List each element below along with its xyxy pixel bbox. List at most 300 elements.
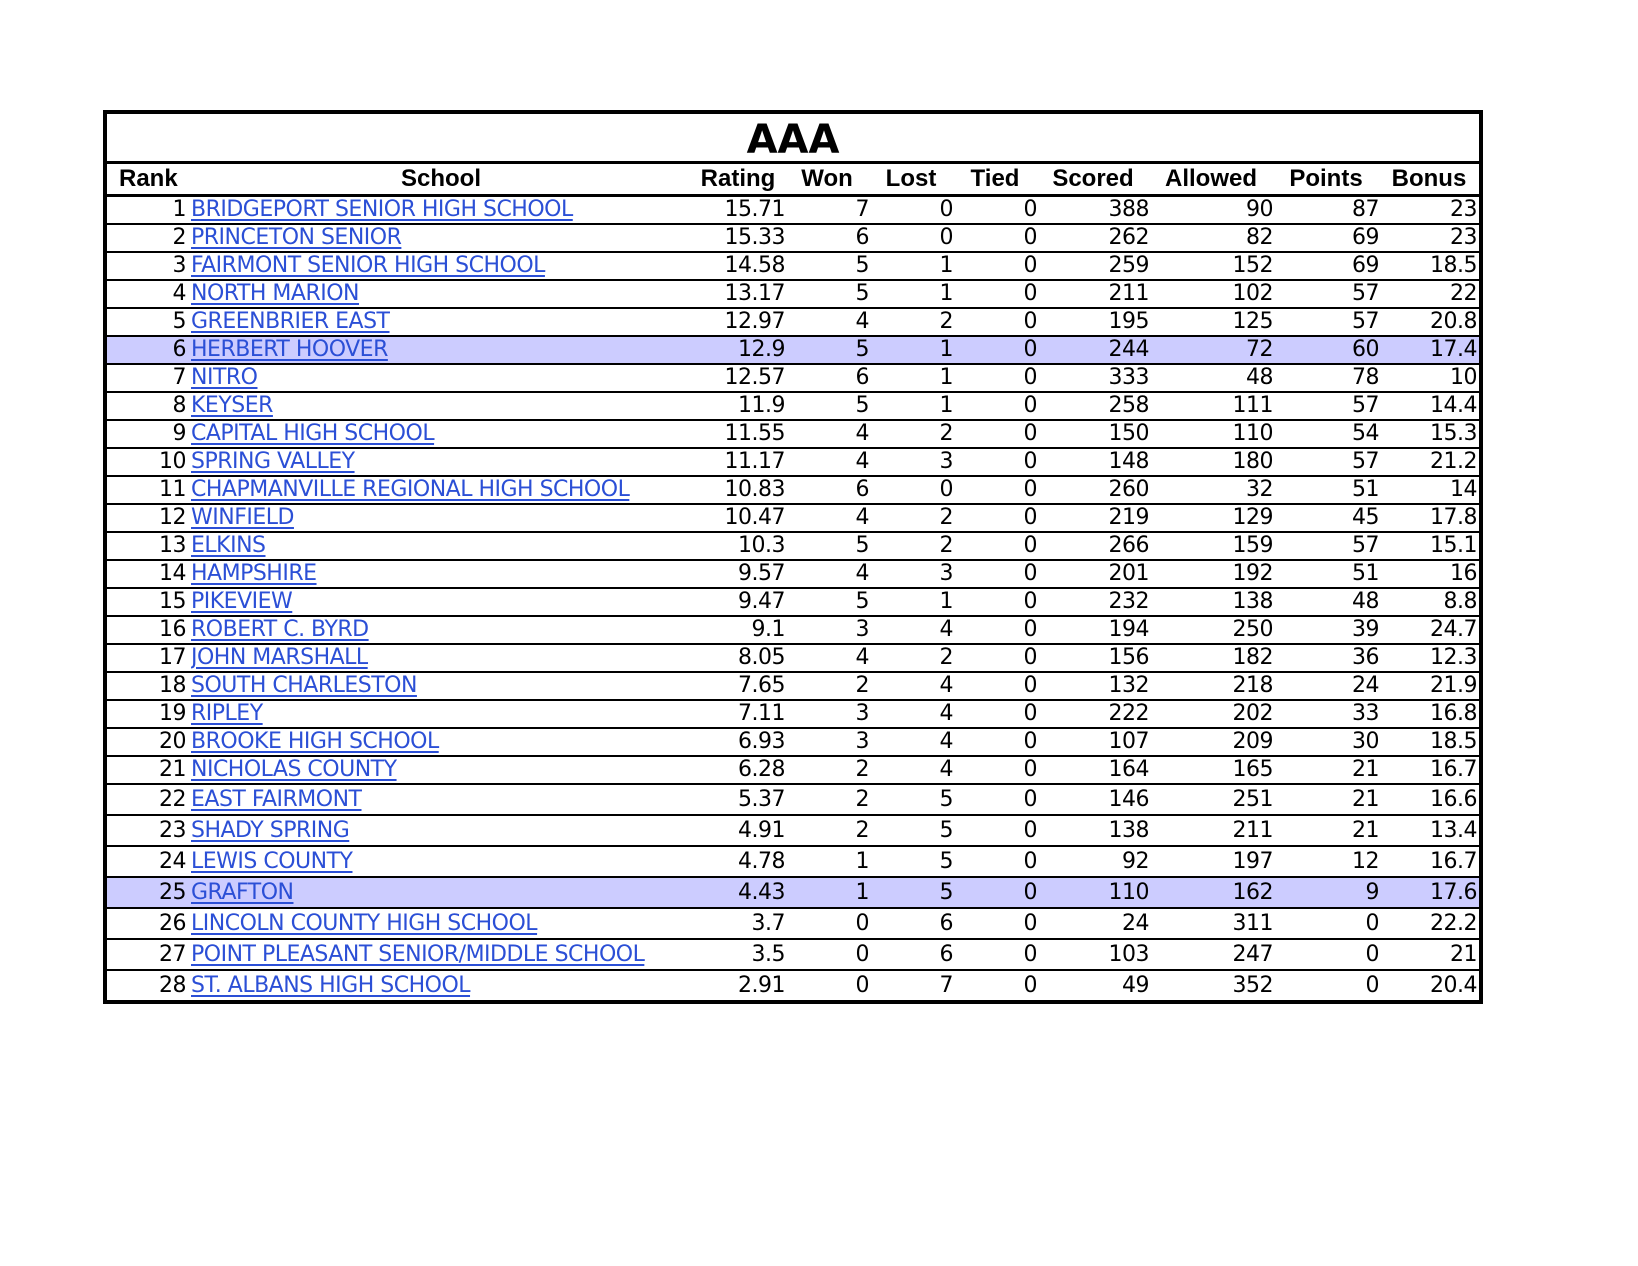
won-cell: 2 xyxy=(785,672,869,700)
table-row xyxy=(107,846,1479,877)
lost-cell: 3 xyxy=(869,448,953,476)
school-link[interactable]: SOUTH CHARLESTON xyxy=(191,673,417,698)
scored-cell: 24 xyxy=(1037,908,1149,939)
allowed-cell: 218 xyxy=(1149,672,1273,700)
allowed-cell: 159 xyxy=(1149,532,1273,560)
tied-cell: 0 xyxy=(953,420,1037,448)
points-cell: 21 xyxy=(1273,784,1379,815)
rating-cell: 8.05 xyxy=(691,644,785,672)
school-cell xyxy=(191,280,691,308)
bonus-cell: 22 xyxy=(1379,280,1479,308)
bonus-cell: 16 xyxy=(1379,560,1479,588)
table-row xyxy=(107,815,1479,846)
rating-cell: 3.5 xyxy=(691,939,785,970)
school-link[interactable]: CAPITAL HIGH SCHOOL xyxy=(191,421,435,446)
scored-cell: 258 xyxy=(1037,392,1149,420)
bonus-cell: 8.8 xyxy=(1379,588,1479,616)
school-link[interactable]: CHAPMANVILLE REGIONAL HIGH SCHOOL xyxy=(191,477,630,502)
table-row xyxy=(107,532,1479,560)
points-cell: 57 xyxy=(1273,392,1379,420)
school-cell xyxy=(191,196,691,225)
table-row xyxy=(107,672,1479,700)
allowed-cell: 197 xyxy=(1149,846,1273,877)
rating-cell: 11.55 xyxy=(691,420,785,448)
column-header-scored: Scored xyxy=(1037,164,1149,196)
points-cell: 21 xyxy=(1273,756,1379,784)
scored-cell: 132 xyxy=(1037,672,1149,700)
table-row xyxy=(107,336,1479,364)
school-link[interactable]: JOHN MARSHALL xyxy=(191,645,368,670)
won-cell: 0 xyxy=(785,908,869,939)
won-cell: 6 xyxy=(785,364,869,392)
school-link[interactable]: ROBERT C. BYRD xyxy=(191,617,369,642)
school-link[interactable]: PRINCETON SENIOR xyxy=(191,225,402,250)
school-cell xyxy=(191,224,691,252)
points-cell: 24 xyxy=(1273,672,1379,700)
scored-cell: 194 xyxy=(1037,616,1149,644)
allowed-cell: 250 xyxy=(1149,616,1273,644)
rank-cell: 25 xyxy=(107,877,191,908)
rank-cell: 5 xyxy=(107,308,191,336)
school-link[interactable]: WINFIELD xyxy=(191,505,294,530)
lost-cell: 1 xyxy=(869,588,953,616)
points-cell: 60 xyxy=(1273,336,1379,364)
school-link[interactable]: NICHOLAS COUNTY xyxy=(191,757,397,782)
rank-cell: 4 xyxy=(107,280,191,308)
bonus-cell: 24.7 xyxy=(1379,616,1479,644)
points-cell: 9 xyxy=(1273,877,1379,908)
rank-cell: 26 xyxy=(107,908,191,939)
rank-cell: 3 xyxy=(107,252,191,280)
points-cell: 69 xyxy=(1273,224,1379,252)
won-cell: 1 xyxy=(785,846,869,877)
scored-cell: 266 xyxy=(1037,532,1149,560)
school-cell xyxy=(191,908,691,939)
won-cell: 5 xyxy=(785,280,869,308)
rank-cell: 12 xyxy=(107,504,191,532)
school-cell xyxy=(191,644,691,672)
lost-cell: 0 xyxy=(869,196,953,225)
scored-cell: 110 xyxy=(1037,877,1149,908)
points-cell: 12 xyxy=(1273,846,1379,877)
allowed-cell: 110 xyxy=(1149,420,1273,448)
scored-cell: 92 xyxy=(1037,846,1149,877)
allowed-cell: 209 xyxy=(1149,728,1273,756)
rank-cell: 23 xyxy=(107,815,191,846)
won-cell: 4 xyxy=(785,420,869,448)
table-row xyxy=(107,504,1479,532)
won-cell: 0 xyxy=(855,973,869,998)
school-link[interactable]: HERBERT HOOVER xyxy=(191,337,388,362)
tied-cell: 0 xyxy=(953,644,1037,672)
bonus-cell: 16.8 xyxy=(1379,700,1479,728)
allowed-cell: 32 xyxy=(1149,476,1273,504)
table-row xyxy=(107,476,1479,504)
school-cell xyxy=(191,939,691,970)
lost-cell: 4 xyxy=(869,756,953,784)
points-cell: 87 xyxy=(1273,196,1379,225)
column-header-rank: Rank xyxy=(107,164,191,196)
allowed-cell: 202 xyxy=(1149,700,1273,728)
lost-cell: 2 xyxy=(869,644,953,672)
won-cell: 2 xyxy=(785,815,869,846)
points-cell: 51 xyxy=(1273,476,1379,504)
tied-cell: 0 xyxy=(1023,973,1037,998)
school-cell xyxy=(191,532,691,560)
school-cell xyxy=(191,728,691,756)
school-link[interactable]: NITRO xyxy=(191,365,258,390)
allowed-cell: 111 xyxy=(1149,392,1273,420)
allowed-cell: 247 xyxy=(1149,939,1273,970)
won-cell: 1 xyxy=(785,877,869,908)
bonus-cell: 23 xyxy=(1379,196,1479,225)
scored-cell: 150 xyxy=(1037,420,1149,448)
tied-cell: 0 xyxy=(953,939,1037,970)
rank-cell: 11 xyxy=(107,476,191,504)
table-row xyxy=(107,420,1479,448)
scored-cell: 232 xyxy=(1037,588,1149,616)
rank-cell: 13 xyxy=(107,532,191,560)
rank-cell: 17 xyxy=(107,644,191,672)
column-header-bonus: Bonus xyxy=(1379,164,1479,196)
lost-cell: 0 xyxy=(869,476,953,504)
won-cell: 4 xyxy=(785,448,869,476)
rating-cell: 10.47 xyxy=(691,504,785,532)
allowed-cell: 182 xyxy=(1149,644,1273,672)
rank-cell: 19 xyxy=(107,700,191,728)
won-cell: 7 xyxy=(785,196,869,225)
rating-cell: 6.93 xyxy=(691,728,785,756)
rating-cell: 7.65 xyxy=(691,672,785,700)
bonus-cell: 22.2 xyxy=(1379,908,1479,939)
won-cell: 3 xyxy=(785,700,869,728)
lost-cell: 2 xyxy=(869,532,953,560)
bonus-cell: 16.7 xyxy=(1379,846,1479,877)
school-cell xyxy=(191,560,691,588)
school-cell xyxy=(191,420,691,448)
tied-cell: 0 xyxy=(953,815,1037,846)
rating-cell: 4.43 xyxy=(691,877,785,908)
tied-cell: 0 xyxy=(953,392,1037,420)
scored-cell: 260 xyxy=(1037,476,1149,504)
tied-cell: 0 xyxy=(953,616,1037,644)
allowed-cell: 165 xyxy=(1149,756,1273,784)
column-header-rating: Rating xyxy=(691,164,785,196)
scored-cell: 388 xyxy=(1037,196,1149,225)
tied-cell: 0 xyxy=(953,196,1037,225)
lost-cell: 2 xyxy=(869,420,953,448)
school-link[interactable]: KEYSER xyxy=(191,393,273,418)
rank-cell: 6 xyxy=(107,336,191,364)
won-cell: 4 xyxy=(785,504,869,532)
bonus-cell: 16.7 xyxy=(1379,756,1479,784)
allowed-cell: 72 xyxy=(1149,336,1273,364)
points-cell: 39 xyxy=(1273,616,1379,644)
rating-cell: 4.91 xyxy=(691,815,785,846)
bonus-cell: 18.5 xyxy=(1379,728,1479,756)
allowed-cell: 129 xyxy=(1149,504,1273,532)
rating-cell: 11.17 xyxy=(691,448,785,476)
lost-cell: 1 xyxy=(869,280,953,308)
bonus-cell: 20.4 xyxy=(1430,973,1477,998)
won-cell: 5 xyxy=(785,336,869,364)
table-body xyxy=(107,196,1479,1001)
rank-cell: 7 xyxy=(107,364,191,392)
points-cell: 48 xyxy=(1273,588,1379,616)
won-cell: 4 xyxy=(785,644,869,672)
won-cell: 2 xyxy=(785,784,869,815)
table-row xyxy=(107,448,1479,476)
rating-cell: 5.37 xyxy=(691,784,785,815)
won-cell: 5 xyxy=(785,588,869,616)
rating-cell: 14.58 xyxy=(691,252,785,280)
bonus-cell: 20.8 xyxy=(1379,308,1479,336)
school-link[interactable]: GRAFTON xyxy=(191,880,294,905)
lost-cell: 3 xyxy=(869,560,953,588)
tied-cell: 0 xyxy=(953,588,1037,616)
school-link[interactable]: SPRING VALLEY xyxy=(191,449,355,474)
lost-cell: 2 xyxy=(869,504,953,532)
tied-cell: 0 xyxy=(953,846,1037,877)
bonus-cell: 12.3 xyxy=(1379,644,1479,672)
school-link[interactable]: LEWIS COUNTY xyxy=(191,849,353,874)
table-row xyxy=(107,252,1479,280)
won-cell: 6 xyxy=(785,476,869,504)
won-cell: 5 xyxy=(785,252,869,280)
scored-cell: 164 xyxy=(1037,756,1149,784)
school-cell xyxy=(191,846,691,877)
lost-cell: 6 xyxy=(869,908,953,939)
rank-cell: 14 xyxy=(107,560,191,588)
allowed-cell: 352 xyxy=(1232,973,1273,998)
bonus-cell: 17.4 xyxy=(1379,336,1479,364)
won-cell: 2 xyxy=(785,756,869,784)
school-cell xyxy=(191,336,691,364)
bonus-cell: 10 xyxy=(1379,364,1479,392)
won-cell: 3 xyxy=(785,728,869,756)
allowed-cell: 82 xyxy=(1149,224,1273,252)
tied-cell: 0 xyxy=(953,280,1037,308)
table-row xyxy=(107,196,1479,225)
tied-cell: 0 xyxy=(953,560,1037,588)
school-cell xyxy=(191,308,691,336)
tied-cell: 0 xyxy=(953,504,1037,532)
bonus-cell: 15.1 xyxy=(1379,532,1479,560)
rank-cell: 10 xyxy=(107,448,191,476)
table-row xyxy=(107,588,1479,616)
table-row xyxy=(107,644,1479,672)
rating-cell: 3.7 xyxy=(691,908,785,939)
tied-cell: 0 xyxy=(953,908,1037,939)
allowed-cell: 311 xyxy=(1149,908,1273,939)
won-cell: 4 xyxy=(785,308,869,336)
scored-cell: 333 xyxy=(1037,364,1149,392)
column-header-tied: Tied xyxy=(953,164,1037,196)
tied-cell: 0 xyxy=(953,364,1037,392)
table-row xyxy=(107,756,1479,784)
school-cell xyxy=(191,364,691,392)
table-row xyxy=(107,308,1479,336)
rank-cell: 9 xyxy=(107,420,191,448)
allowed-cell: 48 xyxy=(1149,364,1273,392)
tied-cell: 0 xyxy=(953,532,1037,560)
lost-cell: 1 xyxy=(869,364,953,392)
lost-cell: 6 xyxy=(869,939,953,970)
points-cell: 57 xyxy=(1273,280,1379,308)
lost-cell: 4 xyxy=(869,728,953,756)
school-link[interactable]: NORTH MARION xyxy=(191,281,360,306)
rank-cell: 28 xyxy=(159,973,186,998)
table-row xyxy=(107,280,1479,308)
points-cell: 0 xyxy=(1365,973,1379,998)
tied-cell: 0 xyxy=(953,476,1037,504)
points-cell: 30 xyxy=(1273,728,1379,756)
table-row xyxy=(107,908,1479,939)
scored-cell: 138 xyxy=(1037,815,1149,846)
tied-cell: 0 xyxy=(953,672,1037,700)
points-cell: 51 xyxy=(1273,560,1379,588)
scored-cell: 148 xyxy=(1037,448,1149,476)
rank-cell: 2 xyxy=(107,224,191,252)
rating-cell: 9.47 xyxy=(691,588,785,616)
won-cell: 0 xyxy=(785,939,869,970)
rank-cell: 27 xyxy=(107,939,191,970)
school-link[interactable]: ELKINS xyxy=(191,533,266,558)
bonus-cell: 18.5 xyxy=(1379,252,1479,280)
allowed-cell: 162 xyxy=(1149,877,1273,908)
scored-cell: 49 xyxy=(1122,973,1149,998)
points-cell: 0 xyxy=(1273,908,1379,939)
school-link[interactable]: BROOKE HIGH SCHOOL xyxy=(191,729,439,754)
table-row xyxy=(107,877,1479,908)
rating-cell: 11.9 xyxy=(691,392,785,420)
rank-cell: 22 xyxy=(107,784,191,815)
bonus-cell: 23 xyxy=(1379,224,1479,252)
allowed-cell: 90 xyxy=(1149,196,1273,225)
scored-cell: 107 xyxy=(1037,728,1149,756)
scored-cell: 244 xyxy=(1037,336,1149,364)
allowed-cell: 192 xyxy=(1149,560,1273,588)
table-row xyxy=(107,728,1479,756)
school-link[interactable]: RIPLEY xyxy=(191,701,263,726)
column-header-allowed: Allowed xyxy=(1149,164,1273,196)
school-link[interactable]: SHADY SPRING xyxy=(191,818,350,843)
lost-cell: 4 xyxy=(869,700,953,728)
bonus-cell: 15.3 xyxy=(1379,420,1479,448)
points-cell: 45 xyxy=(1273,504,1379,532)
bonus-cell: 17.6 xyxy=(1379,877,1479,908)
scored-cell: 156 xyxy=(1037,644,1149,672)
school-link[interactable]: HAMPSHIRE xyxy=(191,561,317,586)
rating-cell: 4.78 xyxy=(691,846,785,877)
rating-cell: 9.1 xyxy=(691,616,785,644)
tied-cell: 0 xyxy=(953,448,1037,476)
lost-cell: 5 xyxy=(869,846,953,877)
table-row xyxy=(107,224,1479,252)
scored-cell: 219 xyxy=(1037,504,1149,532)
scored-cell: 146 xyxy=(1037,784,1149,815)
rating-cell: 15.71 xyxy=(691,196,785,225)
sheet-title: AAA xyxy=(107,114,1479,164)
lost-cell: 5 xyxy=(869,815,953,846)
school-cell xyxy=(191,784,691,815)
bonus-cell: 21.2 xyxy=(1379,448,1479,476)
school-link[interactable]: FAIRMONT SENIOR HIGH SCHOOL xyxy=(191,253,545,278)
tied-cell: 0 xyxy=(953,877,1037,908)
rank-cell: 21 xyxy=(107,756,191,784)
points-cell: 57 xyxy=(1273,532,1379,560)
scored-cell: 201 xyxy=(1037,560,1149,588)
allowed-cell: 138 xyxy=(1149,588,1273,616)
school-cell xyxy=(191,392,691,420)
table-row xyxy=(107,700,1479,728)
scored-cell: 103 xyxy=(1037,939,1149,970)
rating-cell: 10.83 xyxy=(691,476,785,504)
scored-cell: 211 xyxy=(1037,280,1149,308)
school-link[interactable]: ST. ALBANS HIGH SCHOOL xyxy=(191,973,471,998)
school-link[interactable]: POINT PLEASANT SENIOR/MIDDLE SCHOOL xyxy=(191,942,645,967)
scored-cell: 222 xyxy=(1037,700,1149,728)
school-cell xyxy=(191,815,691,846)
bonus-cell: 13.4 xyxy=(1379,815,1479,846)
points-cell: 57 xyxy=(1273,308,1379,336)
school-cell xyxy=(191,448,691,476)
lost-cell: 1 xyxy=(869,252,953,280)
rating-cell: 15.33 xyxy=(691,224,785,252)
column-header-won: Won xyxy=(785,164,869,196)
tied-cell: 0 xyxy=(953,336,1037,364)
table-row xyxy=(107,970,1479,1000)
scored-cell: 262 xyxy=(1037,224,1149,252)
rank-cell: 24 xyxy=(107,846,191,877)
tied-cell: 0 xyxy=(953,308,1037,336)
tied-cell: 0 xyxy=(953,252,1037,280)
school-cell xyxy=(191,476,691,504)
table-row xyxy=(107,364,1479,392)
rankings-sheet xyxy=(103,110,1483,1004)
rank-cell: 15 xyxy=(107,588,191,616)
table-row xyxy=(107,616,1479,644)
rating-cell: 6.28 xyxy=(691,756,785,784)
school-cell xyxy=(191,756,691,784)
points-cell: 33 xyxy=(1273,700,1379,728)
rank-cell: 16 xyxy=(107,616,191,644)
points-cell: 57 xyxy=(1273,448,1379,476)
points-cell: 36 xyxy=(1273,644,1379,672)
allowed-cell: 152 xyxy=(1149,252,1273,280)
table-row xyxy=(107,939,1479,970)
allowed-cell: 211 xyxy=(1149,815,1273,846)
lost-cell: 5 xyxy=(869,877,953,908)
table-row xyxy=(107,784,1479,815)
rating-cell: 12.57 xyxy=(691,364,785,392)
scored-cell: 259 xyxy=(1037,252,1149,280)
won-cell: 5 xyxy=(785,392,869,420)
school-link[interactable]: GREENBRIER EAST xyxy=(191,309,390,334)
school-link[interactable]: BRIDGEPORT SENIOR HIGH SCHOOL xyxy=(191,197,573,222)
header-row xyxy=(107,164,1479,196)
lost-cell: 5 xyxy=(869,784,953,815)
tied-cell: 0 xyxy=(953,784,1037,815)
school-link[interactable]: EAST FAIRMONT xyxy=(191,787,362,812)
school-cell xyxy=(191,252,691,280)
won-cell: 5 xyxy=(785,532,869,560)
lost-cell: 0 xyxy=(869,224,953,252)
won-cell: 6 xyxy=(785,224,869,252)
school-link[interactable]: LINCOLN COUNTY HIGH SCHOOL xyxy=(191,911,538,936)
school-link[interactable]: PIKEVIEW xyxy=(191,589,293,614)
points-cell: 0 xyxy=(1273,939,1379,970)
